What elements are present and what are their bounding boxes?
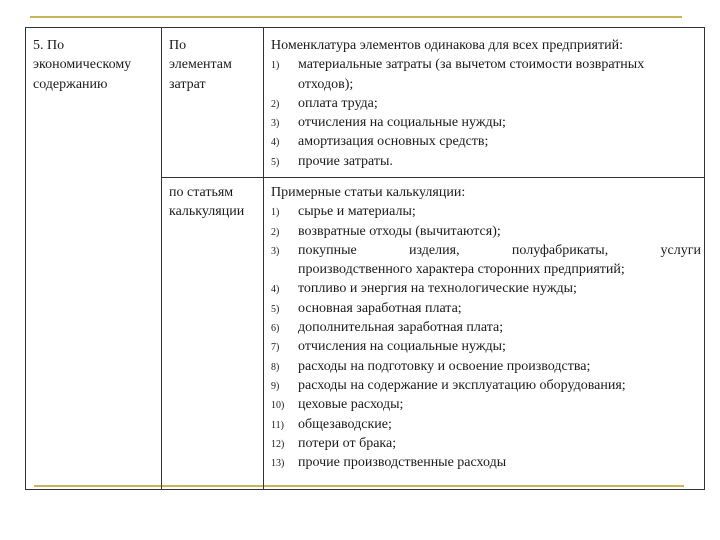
item-text-line: потери от брака; <box>298 435 397 451</box>
list-item <box>271 415 701 434</box>
item-text-line: прочие производственные расходы <box>298 455 507 471</box>
item-text-line: дополнительная заработная плата; <box>298 320 504 336</box>
list-item <box>271 299 701 318</box>
item-text-line: топливо и энергия на технологические нужды; <box>298 281 577 297</box>
item-text-line: отчисления на социальные нужды; <box>298 115 506 131</box>
item-text-line: цеховые расходы; <box>298 397 404 413</box>
costing-items-description <box>271 183 701 472</box>
item-number: 5) <box>271 303 280 315</box>
item-number: 5) <box>271 156 280 168</box>
list-item <box>271 357 701 376</box>
item-number: 13) <box>271 458 285 470</box>
criterion-line: экономическому <box>33 57 132 73</box>
list-item <box>271 395 701 414</box>
item-number: 3) <box>271 118 280 130</box>
item-number: 6) <box>271 323 280 335</box>
list-item <box>271 453 701 472</box>
list-item <box>271 337 701 356</box>
list-item <box>271 94 701 113</box>
item-text-line: отчисления на социальные нужды; <box>298 339 506 355</box>
column-divider-2 <box>263 27 264 490</box>
list-item <box>271 241 701 280</box>
item-text-line: возвратные отходы (вычитаются); <box>298 223 501 239</box>
column-divider-1 <box>161 27 162 490</box>
item-text-line: расходы на содержание и эксплуатацию оборудования; <box>298 377 626 393</box>
item-text-line: расходы на подготовку и освоение производства; <box>298 358 591 374</box>
list-item <box>271 202 701 221</box>
cost-elements-list <box>271 55 701 171</box>
top-decorative-rule <box>30 16 682 18</box>
item-text-line: амортизация основных средств; <box>298 134 489 150</box>
item-number: 2) <box>271 226 280 238</box>
by-costing-items-cell <box>169 183 261 222</box>
item-text-line: материальные затраты (за вычетом стоимости возвратных <box>298 57 645 73</box>
item-number: 4) <box>271 137 280 149</box>
group-name-line: По <box>169 38 187 53</box>
list-item <box>271 376 701 395</box>
item-number: 1) <box>271 60 280 72</box>
classification-criterion-cell <box>33 36 158 94</box>
list-item <box>271 318 701 337</box>
criterion-line: содержанию <box>33 76 108 92</box>
list-item <box>271 55 701 94</box>
item-text-line: производственного характера сторонних предприятий; <box>298 262 625 278</box>
elements-heading: Номенклатура элементов одинакова для всех предприятий: <box>271 38 623 53</box>
list-item <box>271 222 701 241</box>
list-item <box>271 152 701 171</box>
item-number: 1) <box>271 207 280 219</box>
group-name-line: затрат <box>169 76 206 92</box>
item-number: 4) <box>271 284 280 296</box>
item-number: 9) <box>271 380 280 392</box>
item-number: 12) <box>271 438 285 450</box>
item-text-line: основная заработная плата; <box>298 300 462 316</box>
row-divider <box>161 177 705 178</box>
item-number: 11) <box>271 419 284 431</box>
group-name-line: по статьям <box>169 185 234 200</box>
criterion-line: 5. По <box>33 38 65 53</box>
item-text-line: отходов); <box>298 76 354 92</box>
item-text-line: прочие затраты. <box>298 153 393 169</box>
costing-heading: Примерные статьи калькуляции: <box>271 185 466 200</box>
by-elements-cell <box>169 36 261 94</box>
item-text-line: сырье и материалы; <box>298 204 416 220</box>
item-text-line: покупные изделия, полуфабрикаты, услуги <box>298 242 701 258</box>
list-item <box>271 113 701 132</box>
item-number: 7) <box>271 342 280 354</box>
group-name-line: калькуляции <box>169 204 245 220</box>
group-name-line: элементам <box>169 57 232 73</box>
cost-elements-description <box>271 36 701 171</box>
costing-items-list <box>271 202 701 472</box>
list-item <box>271 279 701 298</box>
item-number: 10) <box>271 400 285 412</box>
item-number: 3) <box>271 245 280 257</box>
item-number: 2) <box>271 98 280 110</box>
list-item <box>271 434 701 453</box>
list-item <box>271 132 701 151</box>
item-number: 8) <box>271 361 280 373</box>
item-text-line: общезаводские; <box>298 416 392 432</box>
item-text-line: оплата труда; <box>298 95 378 111</box>
